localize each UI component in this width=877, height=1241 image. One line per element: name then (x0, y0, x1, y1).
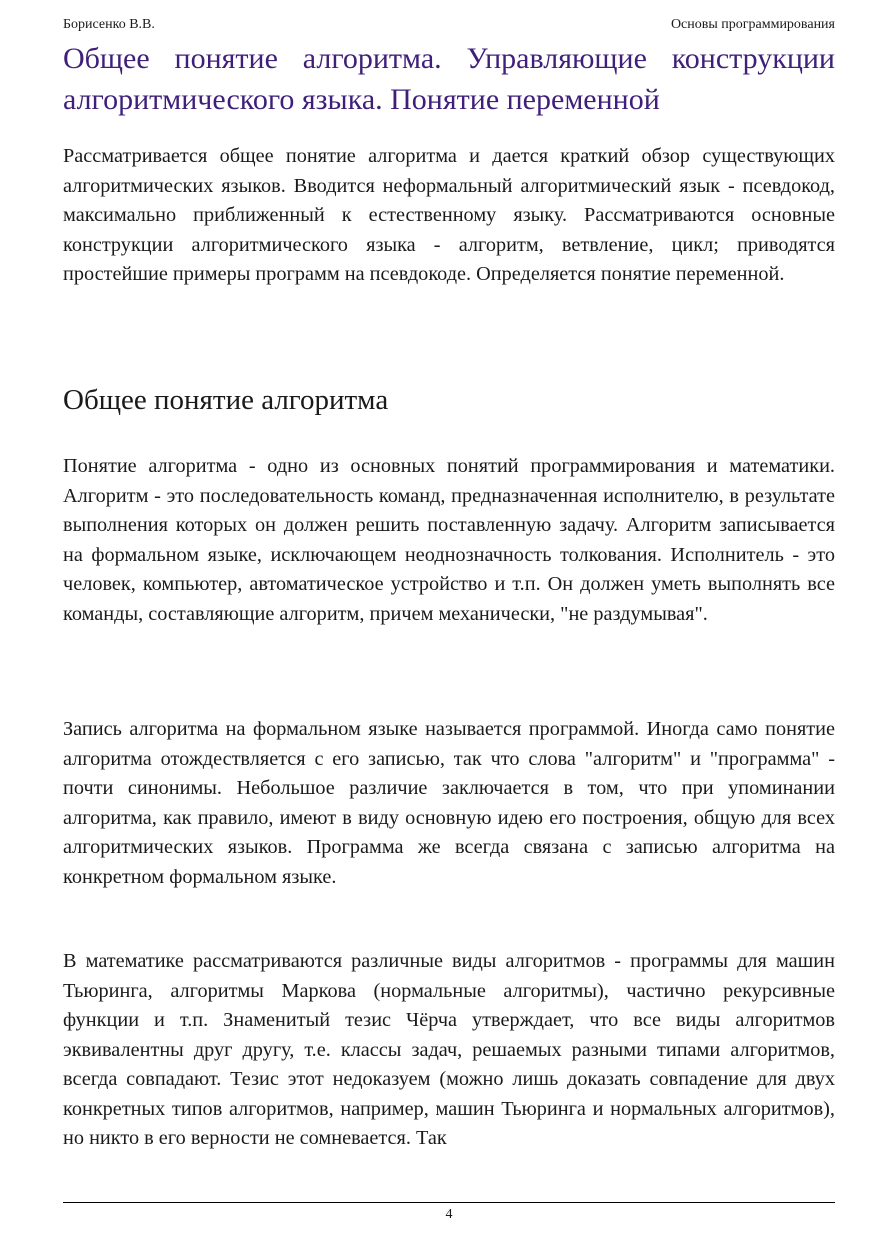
header-author: Борисенко В.В. (63, 17, 155, 32)
lecture-title: Общее понятие алгоритма. Управляющие конструкции алгоритмического языка. Понятие переменной (63, 42, 835, 116)
running-header (63, 16, 835, 34)
body-paragraph: Запись алгоритма на формальном языке называется программой. Иногда само понятие алгоритма отождествляется с его записью, так что слова "алгоритм" и "программа" - почти синонимы. Небольшое различие заключается в том, что при упоминании алгоритма, как правило, имеют в виду основную идею его построения, общую для всех алгоритмических языков. Программа же всегда связана с записью алгоритма на конкретном формальном языке. (63, 718, 835, 888)
header-course-title: Основы программирования (670, 17, 835, 32)
section-heading: Общее понятие алгоритма (63, 384, 389, 416)
document-page (63, 0, 835, 1241)
abstract-paragraph: Рассматривается общее понятие алгоритма и дается краткий обзор существующих алгоритмических языков. Вводится неформальный алгоритмический язык - псевдокод, максимально приближенный к естественному языку. Рассматриваются основные конструкции алгоритмического языка - алгоритм, ветвление, цикл; приводятся простейшие примеры программ на псевдокоде. Определяется понятие переменной. (63, 145, 835, 285)
body-paragraph: Понятие алгоритма - одно из основных понятий программирования и математики. Алгоритм - это последовательность команд, предназначенная исполнителю, в результате выполнения которых он должен решить поставленную задачу. Алгоритм записывается на формальном языке, исключающем неоднозначность толкования. Исполнитель - это человек, компьютер, автоматическое устройство и т.п. Он должен уметь выполнять все команды, составляющие алгоритм, причем механически, "не раздумывая". (63, 455, 835, 625)
footer-divider (63, 1202, 835, 1203)
body-paragraph: В математике рассматриваются различные виды алгоритмов - программы для машин Тьюринга, алгоритмы Маркова (нормальные алгоритмы), частично рекурсивные функции и т.п. Знаменитый тезис Чёрча утверждает, что все виды алгоритмов эквивалентны друг другу, т.е. классы задач, решаемых разными типами алгоритмов, всегда совпадают. Тезис этот недоказуем (можно лишь доказать совпадение для двух конкретных типов алгоритмов, например, машин Тьюринга и нормальных алгоритмов), но никто в его верности не сомневается. Так (63, 950, 835, 1149)
page-number: 4 (445, 1207, 453, 1222)
